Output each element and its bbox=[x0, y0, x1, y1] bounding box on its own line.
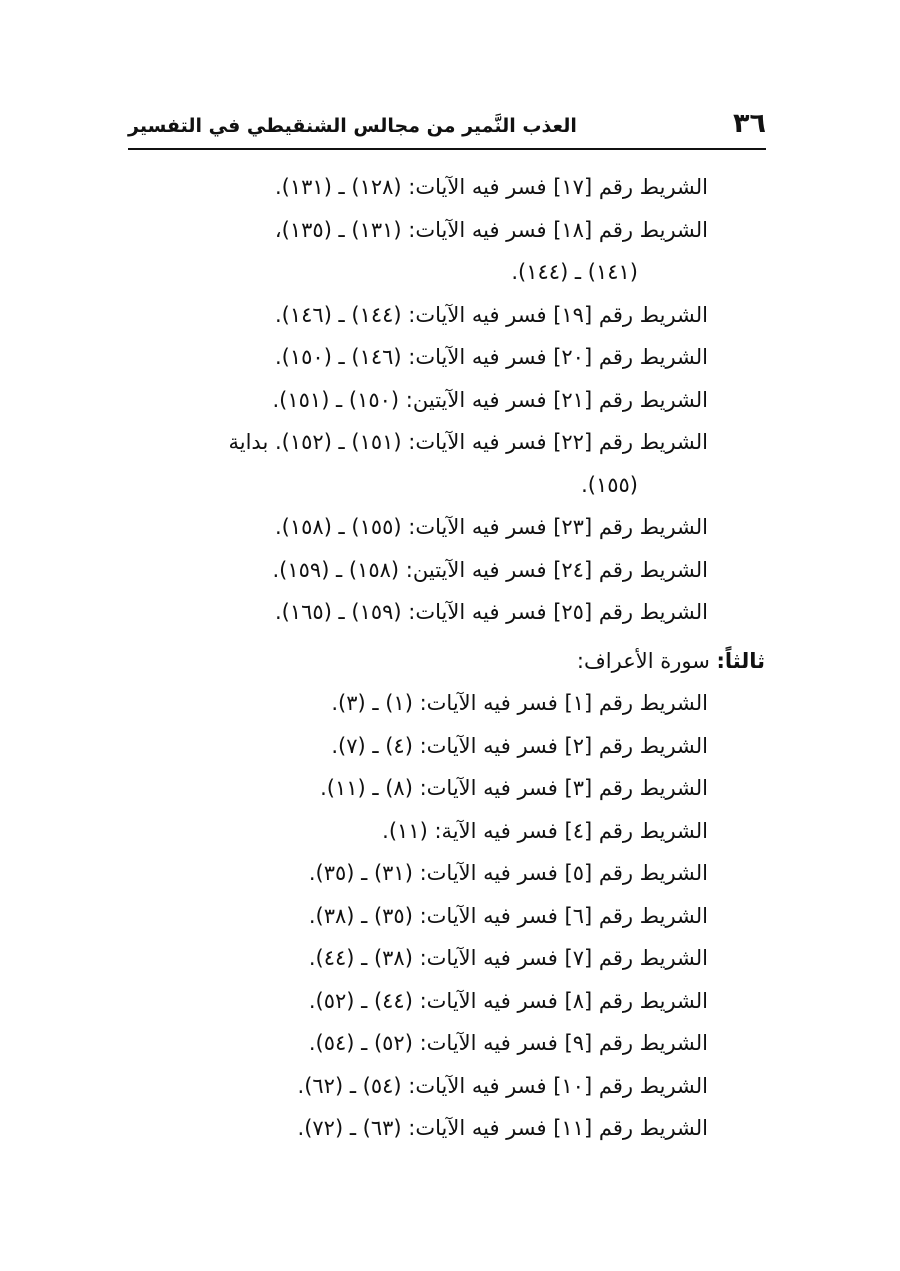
tape-list-part-1 bbox=[128, 166, 708, 634]
list-item: الشريط رقم [٢٣] فسر فيه الآيات: (١٥٥) ـ (١٥٨). bbox=[274, 515, 708, 539]
list-item: الشريط رقم [١٠] فسر فيه الآيات: (٥٤) ـ (٦٢). bbox=[297, 1073, 708, 1098]
list-item: الشريط رقم [٢٤] فسر فيه الآيتين: (١٥٨) ـ (١٥٩). bbox=[272, 557, 708, 582]
list-item: الشريط رقم [٨] فسر فيه الآيات: (٤٤) ـ (٥٢). bbox=[308, 988, 708, 1013]
list-item: الشريط رقم [٦] فسر فيه الآيات: (٣٥) ـ (٣٨). bbox=[308, 903, 708, 928]
page-header bbox=[128, 100, 766, 150]
list-item: الشريط رقم [٩] فسر فيه الآيات: (٥٢) ـ (٥٤). bbox=[308, 1031, 708, 1055]
list-item: الشريط رقم [١٩] فسر فيه الآيات: (١٤٤) ـ (١٤٦). bbox=[274, 302, 708, 327]
list-item: الشريط رقم [٢٥] فسر فيه الآيات: (١٥٩) ـ (١٦٥). bbox=[274, 600, 708, 624]
list-item: الشريط رقم [٣] فسر فيه الآيات: (٨) ـ (١١). bbox=[320, 776, 708, 800]
list-item: الشريط رقم [٢] فسر فيه الآيات: (٤) ـ (٧). bbox=[331, 733, 708, 758]
section-label: ثالثاً: bbox=[716, 649, 765, 673]
list-item-continuation: (١٤١) ـ (١٤٤). bbox=[511, 260, 638, 284]
list-item: الشريط رقم [١] فسر فيه الآيات: (١) ـ (٣). bbox=[331, 691, 708, 715]
page-number: ٣٦ bbox=[733, 108, 766, 139]
list-item: الشريط رقم [٢١] فسر فيه الآيتين: (١٥٠) ـ (١٥١). bbox=[272, 387, 708, 412]
list-item: الشريط رقم [٤] فسر فيه الآية: (١١). bbox=[382, 818, 708, 843]
list-item: الشريط رقم [٧] فسر فيه الآيات: (٣٨) ـ (٤٤). bbox=[308, 946, 708, 970]
section-heading bbox=[577, 640, 765, 683]
tape-list-part-2 bbox=[128, 682, 708, 1150]
list-item: الشريط رقم [١٨] فسر فيه الآيات: (١٣١) ـ (١٣٥)، bbox=[274, 217, 708, 242]
list-item: الشريط رقم [٥] فسر فيه الآيات: (٣١) ـ (٣٥). bbox=[308, 861, 708, 885]
list-item: الشريط رقم [١٧] فسر فيه الآيات: (١٢٨) ـ (١٣١). bbox=[274, 175, 708, 199]
list-item: الشريط رقم [٢٠] فسر فيه الآيات: (١٤٦) ـ (١٥٠). bbox=[274, 345, 708, 369]
list-item: الشريط رقم [٢٢] فسر فيه الآيات: (١٥١) ـ (١٥٢). بداية bbox=[228, 430, 708, 454]
running-title: العذب النَّمير من مجالس الشنقيطي في التفسير bbox=[128, 115, 577, 137]
list-item-continuation: (١٥٥). bbox=[581, 472, 638, 497]
section-title: سورة الأعراف: bbox=[576, 649, 710, 673]
list-item: الشريط رقم [١١] فسر فيه الآيات: (٦٣) ـ (٧٢). bbox=[297, 1116, 708, 1140]
